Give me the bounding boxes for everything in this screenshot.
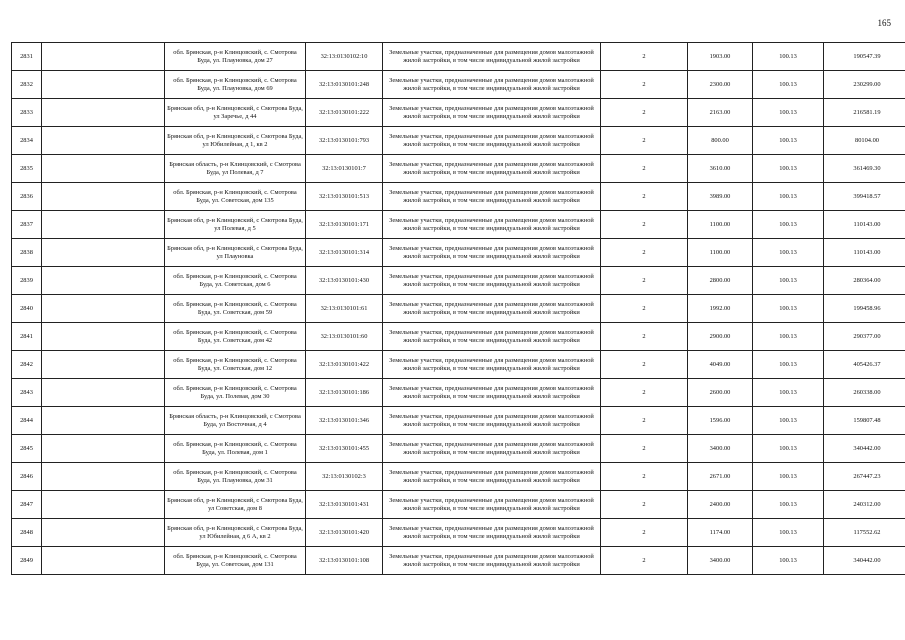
table-row bbox=[12, 547, 905, 575]
empty-cell bbox=[42, 463, 165, 491]
cadastral-value-cell: 230299.00 bbox=[824, 71, 905, 99]
category-cell: 2 bbox=[601, 43, 688, 71]
cadastral-value-cell: 190547.39 bbox=[824, 43, 905, 71]
row-number-cell: 2839 bbox=[12, 267, 42, 295]
cadastral-value-cell: 110143.00 bbox=[824, 211, 905, 239]
land-use-cell: Земельные участки, предназначенные для размещения домов малоэтажной жилой застройки, в том числе индивидуальной жилой застройки bbox=[383, 71, 601, 99]
category-cell: 2 bbox=[601, 463, 688, 491]
row-number-cell: 2833 bbox=[12, 99, 42, 127]
table-row bbox=[12, 71, 905, 99]
category-cell: 2 bbox=[601, 127, 688, 155]
rate-cell: 100.13 bbox=[753, 379, 824, 407]
land-use-cell: Земельные участки, предназначенные для размещения домов малоэтажной жилой застройки, в том числе индивидуальной жилой застройки bbox=[383, 211, 601, 239]
row-number-cell: 2845 bbox=[12, 435, 42, 463]
table-row bbox=[12, 267, 905, 295]
table-row bbox=[12, 435, 905, 463]
rate-cell: 100.13 bbox=[753, 295, 824, 323]
table-row bbox=[12, 323, 905, 351]
cadastral-value-cell: 280364.00 bbox=[824, 267, 905, 295]
land-use-cell: Земельные участки, предназначенные для размещения домов малоэтажной жилой застройки, в том числе индивидуальной жилой застройки bbox=[383, 463, 601, 491]
rate-cell: 100.13 bbox=[753, 239, 824, 267]
empty-cell bbox=[42, 127, 165, 155]
empty-cell bbox=[42, 71, 165, 99]
category-cell: 2 bbox=[601, 351, 688, 379]
cadastral-value-cell: 340442.00 bbox=[824, 435, 905, 463]
rate-cell: 100.13 bbox=[753, 351, 824, 379]
area-cell: 1992.00 bbox=[688, 295, 753, 323]
land-use-cell: Земельные участки, предназначенные для размещения домов малоэтажной жилой застройки, в том числе индивидуальной жилой застройки bbox=[383, 267, 601, 295]
rate-cell: 100.13 bbox=[753, 211, 824, 239]
cadastral-value-cell: 240312.00 bbox=[824, 491, 905, 519]
cadastral-number-cell: 32:13:0130102:10 bbox=[306, 43, 383, 71]
land-use-cell: Земельные участки, предназначенные для размещения домов малоэтажной жилой застройки, в том числе индивидуальной жилой застройки bbox=[383, 295, 601, 323]
table-row bbox=[12, 519, 905, 547]
table-row bbox=[12, 99, 905, 127]
area-cell: 4049.00 bbox=[688, 351, 753, 379]
row-number-cell: 2842 bbox=[12, 351, 42, 379]
land-use-cell: Земельные участки, предназначенные для размещения домов малоэтажной жилой застройки, в том числе индивидуальной жилой застройки bbox=[383, 155, 601, 183]
category-cell: 2 bbox=[601, 491, 688, 519]
address-cell: обл. Брянская, р-н Клинцовский, с. Смотрова Буда, ул. Плауновка, дом 27 bbox=[165, 43, 306, 71]
cadastral-number-cell: 32:13:0130101:346 bbox=[306, 407, 383, 435]
category-cell: 2 bbox=[601, 295, 688, 323]
empty-cell bbox=[42, 491, 165, 519]
category-cell: 2 bbox=[601, 71, 688, 99]
empty-cell bbox=[42, 435, 165, 463]
area-cell: 2163.00 bbox=[688, 99, 753, 127]
rate-cell: 100.13 bbox=[753, 71, 824, 99]
table-row bbox=[12, 211, 905, 239]
rate-cell: 100.13 bbox=[753, 547, 824, 575]
cadastral-value-cell: 110143.00 bbox=[824, 239, 905, 267]
row-number-cell: 2847 bbox=[12, 491, 42, 519]
land-use-cell: Земельные участки, предназначенные для размещения домов малоэтажной жилой застройки, в том числе индивидуальной жилой застройки bbox=[383, 547, 601, 575]
rate-cell: 100.13 bbox=[753, 491, 824, 519]
rate-cell: 100.13 bbox=[753, 463, 824, 491]
address-cell: Брянская обл, р-н Клинцовский, с Смотрова Буда, ул Юбилейная, д 1, кв 2 bbox=[165, 127, 306, 155]
land-use-cell: Земельные участки, предназначенные для размещения домов малоэтажной жилой застройки, в том числе индивидуальной жилой застройки bbox=[383, 239, 601, 267]
category-cell: 2 bbox=[601, 547, 688, 575]
rate-cell: 100.13 bbox=[753, 323, 824, 351]
row-number-cell: 2837 bbox=[12, 211, 42, 239]
category-cell: 2 bbox=[601, 379, 688, 407]
address-cell: обл. Брянская, р-н Клинцовский, с. Смотрова Буда, ул. Советская, дом 131 bbox=[165, 547, 306, 575]
table-row bbox=[12, 463, 905, 491]
table-row bbox=[12, 127, 905, 155]
address-cell: Брянская обл, р-н Клинцовский, с Смотрова Буда, ул Плауновка bbox=[165, 239, 306, 267]
cadastral-value-cell: 117552.62 bbox=[824, 519, 905, 547]
cadastral-number-cell: 32:13:0130101:186 bbox=[306, 379, 383, 407]
category-cell: 2 bbox=[601, 239, 688, 267]
cadastral-value-cell: 405426.37 bbox=[824, 351, 905, 379]
table-row bbox=[12, 407, 905, 435]
empty-cell bbox=[42, 519, 165, 547]
rate-cell: 100.13 bbox=[753, 183, 824, 211]
cadastral-number-cell: 32:13:0130101:7 bbox=[306, 155, 383, 183]
cadastral-value-cell: 361469.30 bbox=[824, 155, 905, 183]
rate-cell: 100.13 bbox=[753, 519, 824, 547]
row-number-cell: 2832 bbox=[12, 71, 42, 99]
rate-cell: 100.13 bbox=[753, 435, 824, 463]
cadastral-number-cell: 32:13:0130101:61 bbox=[306, 295, 383, 323]
table-row bbox=[12, 379, 905, 407]
row-number-cell: 2838 bbox=[12, 239, 42, 267]
address-cell: обл. Брянская, р-н Клинцовский, с. Смотрова Буда, ул. Советская, дом 12 bbox=[165, 351, 306, 379]
cadastral-number-cell: 32:13:0130102:3 bbox=[306, 463, 383, 491]
address-cell: Брянская обл, р-н Клинцовский, с Смотрова Буда, ул Полевая, д 5 bbox=[165, 211, 306, 239]
cadastral-value-cell: 260338.00 bbox=[824, 379, 905, 407]
row-number-cell: 2835 bbox=[12, 155, 42, 183]
table-body bbox=[12, 43, 905, 575]
address-cell: Брянская область, р-н Клинцовский, с Смотрова Буда, ул Полевая, д 7 bbox=[165, 155, 306, 183]
empty-cell bbox=[42, 211, 165, 239]
empty-cell bbox=[42, 351, 165, 379]
address-cell: обл. Брянская, р-н Клинцовский, с. Смотрова Буда, ул. Советская, дом 42 bbox=[165, 323, 306, 351]
cadastral-value-cell: 340442.00 bbox=[824, 547, 905, 575]
address-cell: обл. Брянская, р-н Клинцовский, с. Смотрова Буда, ул. Советская, дом 59 bbox=[165, 295, 306, 323]
category-cell: 2 bbox=[601, 435, 688, 463]
table-row bbox=[12, 155, 905, 183]
empty-cell bbox=[42, 99, 165, 127]
land-registry-table bbox=[11, 42, 905, 575]
empty-cell bbox=[42, 43, 165, 71]
address-cell: обл. Брянская, р-н Клинцовский, с. Смотрова Буда, ул. Плауновка, дом 69 bbox=[165, 71, 306, 99]
area-cell: 2800.00 bbox=[688, 267, 753, 295]
area-cell: 2600.00 bbox=[688, 379, 753, 407]
area-cell: 800.00 bbox=[688, 127, 753, 155]
table-row bbox=[12, 351, 905, 379]
cadastral-value-cell: 199458.96 bbox=[824, 295, 905, 323]
row-number-cell: 2843 bbox=[12, 379, 42, 407]
area-cell: 1174.00 bbox=[688, 519, 753, 547]
cadastral-number-cell: 32:13:0130101:430 bbox=[306, 267, 383, 295]
land-use-cell: Земельные участки, предназначенные для размещения домов малоэтажной жилой застройки, в том числе индивидуальной жилой застройки bbox=[383, 43, 601, 71]
area-cell: 2671.00 bbox=[688, 463, 753, 491]
rate-cell: 100.13 bbox=[753, 267, 824, 295]
row-number-cell: 2849 bbox=[12, 547, 42, 575]
cadastral-number-cell: 32:13:0130101:420 bbox=[306, 519, 383, 547]
table-row bbox=[12, 491, 905, 519]
area-cell: 1100.00 bbox=[688, 211, 753, 239]
cadastral-number-cell: 32:13:0130101:60 bbox=[306, 323, 383, 351]
rate-cell: 100.13 bbox=[753, 155, 824, 183]
rate-cell: 100.13 bbox=[753, 43, 824, 71]
category-cell: 2 bbox=[601, 323, 688, 351]
address-cell: обл. Брянская, р-н Клинцовский, с. Смотрова Буда, ул. Советская, дом 6 bbox=[165, 267, 306, 295]
empty-cell bbox=[42, 155, 165, 183]
category-cell: 2 bbox=[601, 155, 688, 183]
table-row bbox=[12, 183, 905, 211]
rate-cell: 100.13 bbox=[753, 407, 824, 435]
land-use-cell: Земельные участки, предназначенные для размещения домов малоэтажной жилой застройки, в том числе индивидуальной жилой застройки bbox=[383, 407, 601, 435]
address-cell: обл. Брянская, р-н Клинцовский, с. Смотрова Буда, ул. Полевая, дом 30 bbox=[165, 379, 306, 407]
category-cell: 2 bbox=[601, 519, 688, 547]
land-use-cell: Земельные участки, предназначенные для размещения домов малоэтажной жилой застройки, в том числе индивидуальной жилой застройки bbox=[383, 127, 601, 155]
rate-cell: 100.13 bbox=[753, 127, 824, 155]
area-cell: 2900.00 bbox=[688, 323, 753, 351]
row-number-cell: 2848 bbox=[12, 519, 42, 547]
address-cell: Брянская обл, р-н Клинцовский, с Смотрова Буда, ул Юбилейная, д 6 А, кв 2 bbox=[165, 519, 306, 547]
cadastral-number-cell: 32:13:0130101:793 bbox=[306, 127, 383, 155]
row-number-cell: 2834 bbox=[12, 127, 42, 155]
cadastral-value-cell: 159807.48 bbox=[824, 407, 905, 435]
category-cell: 2 bbox=[601, 407, 688, 435]
empty-cell bbox=[42, 407, 165, 435]
area-cell: 3400.00 bbox=[688, 435, 753, 463]
row-number-cell: 2841 bbox=[12, 323, 42, 351]
land-use-cell: Земельные участки, предназначенные для размещения домов малоэтажной жилой застройки, в том числе индивидуальной жилой застройки bbox=[383, 99, 601, 127]
land-use-cell: Земельные участки, предназначенные для размещения домов малоэтажной жилой застройки, в том числе индивидуальной жилой застройки bbox=[383, 351, 601, 379]
area-cell: 3400.00 bbox=[688, 547, 753, 575]
empty-cell bbox=[42, 323, 165, 351]
area-cell: 1100.00 bbox=[688, 239, 753, 267]
row-number-cell: 2836 bbox=[12, 183, 42, 211]
cadastral-value-cell: 80104.00 bbox=[824, 127, 905, 155]
cadastral-number-cell: 32:13:0130101:314 bbox=[306, 239, 383, 267]
row-number-cell: 2840 bbox=[12, 295, 42, 323]
cadastral-number-cell: 32:13:0130101:431 bbox=[306, 491, 383, 519]
address-cell: Брянская обл, р-н Клинцовский, с Смотрова Буда, ул Заречье, д 44 bbox=[165, 99, 306, 127]
row-number-cell: 2831 bbox=[12, 43, 42, 71]
land-use-cell: Земельные участки, предназначенные для размещения домов малоэтажной жилой застройки, в том числе индивидуальной жилой застройки bbox=[383, 379, 601, 407]
category-cell: 2 bbox=[601, 99, 688, 127]
area-cell: 2300.00 bbox=[688, 71, 753, 99]
page-number: 165 bbox=[877, 18, 891, 28]
land-use-cell: Земельные участки, предназначенные для размещения домов малоэтажной жилой застройки, в том числе индивидуальной жилой застройки bbox=[383, 435, 601, 463]
cadastral-number-cell: 32:13:0130101:513 bbox=[306, 183, 383, 211]
empty-cell bbox=[42, 239, 165, 267]
cadastral-number-cell: 32:13:0130101:108 bbox=[306, 547, 383, 575]
empty-cell bbox=[42, 295, 165, 323]
table-row bbox=[12, 295, 905, 323]
empty-cell bbox=[42, 267, 165, 295]
category-cell: 2 bbox=[601, 211, 688, 239]
table-row bbox=[12, 43, 905, 71]
address-cell: Брянская обл, р-н Клинцовский, с Смотрова Буда, ул Советская, дом 8 bbox=[165, 491, 306, 519]
address-cell: обл. Брянская, р-н Клинцовский, с. Смотрова Буда, ул. Плауновка, дом 31 bbox=[165, 463, 306, 491]
rate-cell: 100.13 bbox=[753, 99, 824, 127]
category-cell: 2 bbox=[601, 267, 688, 295]
cadastral-value-cell: 399418.57 bbox=[824, 183, 905, 211]
empty-cell bbox=[42, 183, 165, 211]
address-cell: Брянская область, р-н Клинцовский, с Смотрова Буда, ул Восточная, д 4 bbox=[165, 407, 306, 435]
address-cell: обл. Брянская, р-н Клинцовский, с. Смотрова Буда, ул. Полевая, дом 1 bbox=[165, 435, 306, 463]
category-cell: 2 bbox=[601, 183, 688, 211]
land-use-cell: Земельные участки, предназначенные для размещения домов малоэтажной жилой застройки, в том числе индивидуальной жилой застройки bbox=[383, 491, 601, 519]
empty-cell bbox=[42, 547, 165, 575]
address-cell: обл. Брянская, р-н Клинцовский, с. Смотрова Буда, ул. Советская, дом 135 bbox=[165, 183, 306, 211]
land-use-cell: Земельные участки, предназначенные для размещения домов малоэтажной жилой застройки, в том числе индивидуальной жилой застройки bbox=[383, 183, 601, 211]
area-cell: 2400.00 bbox=[688, 491, 753, 519]
cadastral-value-cell: 290377.00 bbox=[824, 323, 905, 351]
area-cell: 1596.00 bbox=[688, 407, 753, 435]
cadastral-number-cell: 32:13:0130101:171 bbox=[306, 211, 383, 239]
land-use-cell: Земельные участки, предназначенные для размещения домов малоэтажной жилой застройки, в том числе индивидуальной жилой застройки bbox=[383, 519, 601, 547]
cadastral-number-cell: 32:13:0130101:248 bbox=[306, 71, 383, 99]
row-number-cell: 2844 bbox=[12, 407, 42, 435]
cadastral-number-cell: 32:13:0130101:222 bbox=[306, 99, 383, 127]
area-cell: 3610.00 bbox=[688, 155, 753, 183]
empty-cell bbox=[42, 379, 165, 407]
area-cell: 3989.00 bbox=[688, 183, 753, 211]
table-row bbox=[12, 239, 905, 267]
area-cell: 1903.00 bbox=[688, 43, 753, 71]
cadastral-value-cell: 216581.19 bbox=[824, 99, 905, 127]
cadastral-number-cell: 32:13:0130101:422 bbox=[306, 351, 383, 379]
row-number-cell: 2846 bbox=[12, 463, 42, 491]
cadastral-number-cell: 32:13:0130101:455 bbox=[306, 435, 383, 463]
cadastral-value-cell: 267447.23 bbox=[824, 463, 905, 491]
land-use-cell: Земельные участки, предназначенные для размещения домов малоэтажной жилой застройки, в том числе индивидуальной жилой застройки bbox=[383, 323, 601, 351]
